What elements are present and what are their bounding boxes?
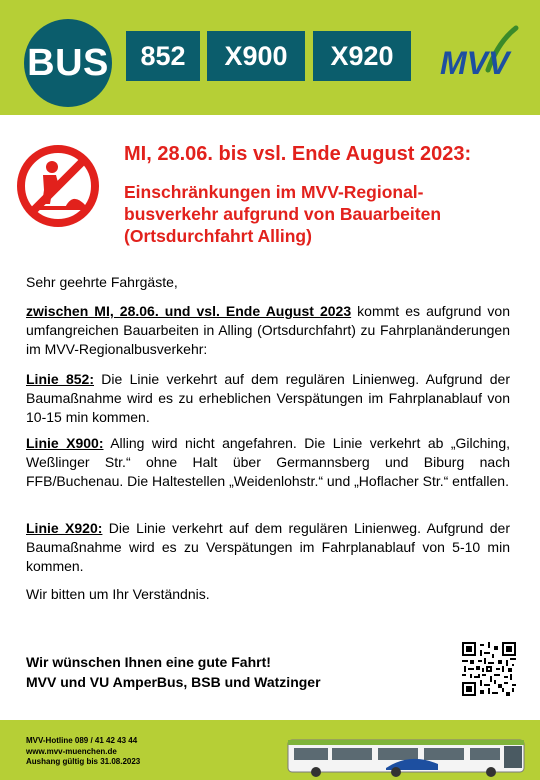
line-x920-text: Die Linie verkehrt auf dem regulären Linienweg. Aufgrund der Baumaßnahme wird es zu Verspätungen im Fahrplanablauf von 5-10 min kommen. bbox=[26, 520, 510, 574]
line-x920-label: Linie X920: bbox=[26, 520, 103, 536]
line-852-badge: 852 bbox=[126, 31, 200, 81]
closing-operators: MVV und VU AmperBus, BSB und Watzinger bbox=[26, 674, 321, 690]
website-link[interactable]: www.mvv-muenchen.de bbox=[26, 746, 117, 756]
qr-code-icon[interactable] bbox=[462, 642, 516, 696]
line-x900-paragraph bbox=[26, 434, 510, 491]
header-banner bbox=[0, 0, 540, 115]
notice-headline: Einschränkungen im MVV-Regional- busverkehr aufgrund von Bauarbeiten (Ortsdurchfahrt Alling) bbox=[124, 182, 442, 246]
construction-worker-sign-icon bbox=[16, 144, 100, 228]
line-852-text: Die Linie verkehrt auf dem regulären Linienweg. Aufgrund der Baumaßnahme wird es zu erheblichen Verspätungen im Fahrplanablauf von 10-15 min kommen. bbox=[26, 371, 510, 425]
intro-date-range: zwischen MI, 28.06. und vsl. Ende August 2023 bbox=[26, 303, 352, 319]
line-x900-badge: X900 bbox=[207, 31, 305, 81]
hotline-text: MVV-Hotline 089 / 41 42 43 44 bbox=[26, 736, 138, 745]
validity-text: Aushang gültig bis 31.08.2023 bbox=[26, 757, 141, 766]
mvv-logo bbox=[436, 22, 522, 84]
bus-illustration bbox=[286, 734, 526, 778]
line-x900-label: Linie X900: bbox=[26, 435, 104, 451]
notice-date-line: MI, 28.06. bis vsl. Ende August 2023: bbox=[124, 143, 472, 165]
apology-text: Wir bitten um Ihr Verständnis. bbox=[26, 586, 210, 602]
greeting: Sehr geehrte Fahrgäste, bbox=[26, 274, 178, 290]
closing-wish: Wir wünschen Ihnen eine gute Fahrt! bbox=[26, 654, 271, 670]
closing-block bbox=[26, 652, 446, 692]
line-852-label: Linie 852: bbox=[26, 371, 94, 387]
intro-text: kommt es aufgrund von umfangreichen Bauarbeiten in Alling (Ortsdurchfahrt) zu Fahrplanänderungen im MVV-Regionalbusverkehr: bbox=[26, 303, 510, 357]
line-x900-text: Alling wird nicht angefahren. Die Linie verkehrt ab „Gilching, Weßlinger Str.“ ohne Halt über Germannsberg und Biburg nach FFB/Buchenau. Die Haltestellen „Weidenlohstr.“ und „Hoflacher Str.“ entfallen. bbox=[26, 435, 510, 489]
mvv-logo-text: MVV bbox=[440, 45, 510, 81]
intro-paragraph bbox=[26, 302, 510, 359]
line-x920-paragraph bbox=[26, 519, 510, 576]
footer-info bbox=[26, 736, 140, 768]
line-x920-badge: X920 bbox=[313, 31, 411, 81]
bus-badge: BUS bbox=[24, 19, 112, 107]
line-852-paragraph bbox=[26, 370, 510, 427]
